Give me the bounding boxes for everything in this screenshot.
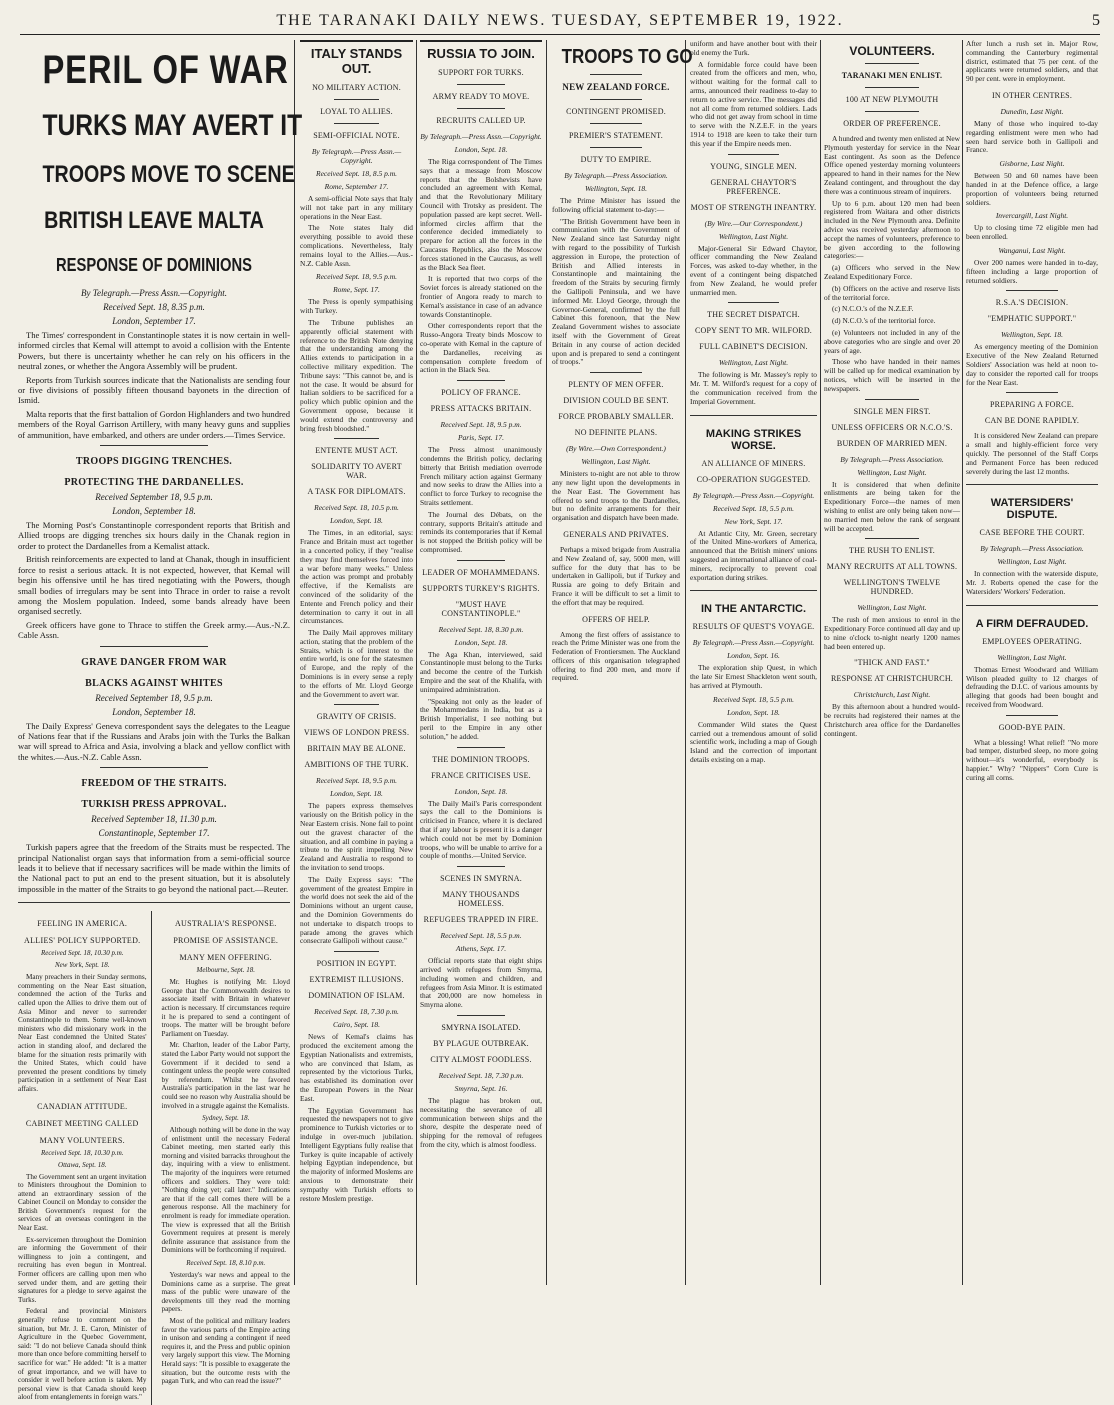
divider [590,372,641,373]
subhead: UNLESS OFFICERS OR N.C.O.'S. [831,422,953,432]
dateline: Wellington, Sept. 18. [1000,330,1063,340]
dateline: London, Sept. 18. [454,145,508,154]
subhead: MANY RECRUITS AT ALL TOWNS. [826,562,958,572]
paragraph: Those who have handed in their names will be called up for medical examination by notices, which will be inserted in the newspapers. [824,357,960,393]
subhead: SUPPORT FOR TURKS. [438,68,524,77]
subhead: AN ALLIANCE OF MINERS. [701,458,806,468]
subhead: PRESS ATTACKS BRITAIN. [430,404,532,414]
subhead: LEADER OF MOHAMMEDANS. [422,567,540,577]
subhead: PROMISE OF ASSISTANCE. [173,936,279,946]
byline: By Telegraph.—Press Assn.—Copyright. [420,132,542,141]
subhead: SOLIDARITY TO AVERT WAR. [311,462,402,481]
paragraph: The Times' correspondent in Constantinople states it is now certain in well-informed circles that Kemal will attempt to avoid a collision with the Entente Powers, but there is uncertainty whether he can rely on his officers in the neutral zones, or whether the Angora Assembly will be prudent. [18,330,290,372]
paragraph: Most of the political and military leaders favor the various parts of the Empire acting in unison and sending a contingent if need requires it, and the Press and public opinion very largely support this view. The Morning Herald says: "It is possible to exaggerate the situation, but the outcome rests with the pagan Turk, and who can read the issue?" [161,1316,290,1386]
dateline: Gisborne, Last Night. [999,159,1065,169]
divider [100,646,209,647]
paragraph: The Daily Express' Geneva correspondent says the delegates to the League of Nations fear that if the Russians and Arabs join with the Turks the Balkan war will spread to Africa and Asia, involving a black and yellow conflict with the whites.—Aus.-N.Z. Cable Assn. [18,720,290,762]
subhead: GENERALS AND PRIVATES. [563,529,669,539]
masthead-title: THE TARANAKI DAILY NEWS. TUESDAY, SEPTEMBER 19, 1922. [276,12,844,29]
paragraph: What a blessing! What relief! "No more bad temper, disturbed sleep, no more going without—it's wonderful, everybody is happier." Why? "Nippers" Corn Cure is curing all corns. [966,737,1098,782]
subhead: CABINET MEETING CALLED [25,1118,139,1128]
paragraph: At Atlantic City, Mr. Green, secretary of the United Mine-workers of America, announced that the British miners' unions suggested an international alliance of coal-miners, reciprocally to prevent coal exportation during strikes. [690,528,817,582]
subhead: TROOPS DIGGING TRENCHES. [75,456,233,468]
divider [457,380,506,381]
paragraph: (b) Officers on the active and reserve lists of the territorial force. [824,283,960,302]
dateline: Wellington, Sept. 18. [584,184,647,193]
paragraph: Thomas Ernest Woodward and William Wilson pleaded guilty to 12 charges of defrauding the D.I.C. of various amounts by alleging that goods had been bought and received from Woodward. [966,664,1098,709]
dateline: Wanganui, Last Night. [998,245,1066,255]
dateline: Constantinople, September 17. [98,828,210,839]
article-volunteers [824,40,960,1287]
subhead: WELLINGTON'S TWELVE HUNDRED. [843,578,941,597]
headline-watersiders-dispute: WATERSIDERS' DISPUTE. [990,497,1074,522]
received-line: Received Sept. 18, 9.5 p.m. [315,776,397,786]
paragraph: Ex-servicemen throughout the Dominion are informing the Government of their willingness to join a contingent, and recruiting has even begun in Montreal. Former officers are calling upon men who served under them, and are getting their signatures for a pledge to serve against the Turks. [18,1235,147,1304]
dateline: Cairo, Sept. 18. [332,1020,380,1030]
subhead: FULL CABINET'S DECISION. [699,342,808,352]
divider [865,111,919,112]
byline: By Telegraph.—Press Association. [564,171,668,180]
subhead: NEW ZEALAND FORCE. [562,82,670,92]
subhead: GRAVITY OF CRISIS. [316,712,397,722]
paragraph: uniform and have another bout with their old enemy the Turk. [690,39,817,57]
headline-response-of-dominions: RESPONSE OF DOMINIONS [55,255,253,275]
dateline: Dunedin, Last Night. [1000,106,1064,116]
paragraph: The following is Mr. Massey's reply to Mr. T. M. Wilford's request for a copy of the communication received from the Imperial Government. [690,370,817,406]
subhead: FRANCE CRITICISES USE. [431,770,531,780]
paragraph: Yesterday's war news and appeal to the Dominions came as a surprise. The great mass of the public were unaware of the developments till they read the morning papers. [161,1271,290,1314]
received-line: Received September 18, 9.5 p.m. [95,692,213,703]
subhead: CASE BEFORE THE COURT. [979,528,1085,538]
paragraph: Reports from Turkish sources indicate that the Nationalists are sending four or five divisions of possibly fifteen thousand bayonets in the direction of Ismid. [18,374,290,406]
dateline: Wellington, Last Night. [997,557,1067,567]
dateline: Ottawa, Sept. 18. [58,1160,107,1169]
paragraph: The Press almost unanimously condemns the British policy, declaring bitterly that British mediation overrode French military action against Germany and now seeks to draw the Allies into a conflict to force Turkey to recognise the Straits settlement. [420,445,542,507]
paragraph: (a) Officers who served in the New Zealand Expeditionary Force. [824,263,960,281]
column-rule [685,40,686,1285]
paragraph: The papers express themselves variously on the British policy in the Near Eastern crisis. None fail to point out the gravest character of the situation, and all combine in paying a tribute to the spirit impelling New Zealand and Australia to respond to the invitation to send troops. [300,801,413,873]
subhead: "THICK AND FAST." [854,658,930,668]
divider [334,704,379,705]
divider [334,123,379,124]
divider [590,147,641,148]
subhead: EMPLOYEES OPERATING. [982,636,1082,646]
subhead: THE RUSH TO ENLIST. [848,546,936,556]
column-rule [820,40,821,1285]
byline: By Telegraph.—Press Assn.—Copyright. [692,490,815,500]
divider [457,747,506,748]
divider [100,767,209,768]
headline-italy-stands-out: ITALY STANDS OUT. [300,40,413,76]
paragraph: "Speaking not only as the leader of the Mohammedans in India, but as a British Imperialist, I see nothing but peril to the Empire in any other solution," he added. [420,696,542,741]
paragraph: News of Kemal's claims has produced the excitement among the Egyptian Nationalists and extremists, who are convinced that Islam, as represented by the victorious Turks, has established its domination over the European Powers in the Near East. [300,1032,413,1103]
divider [590,123,641,124]
paragraph: The plague has broken out, necessitating the severance of all communication between ships and the shore, despite the desperate need of shipping for the removal of refugees from the city, which is almost foodless. [420,1096,542,1149]
column-rule [416,40,417,1285]
divider [865,63,919,64]
paragraph: Commander Wild states the Quest carried out a tremendous amount of solid scientific work, including a map of Gough Island and the correction of important details existing on a map. [690,719,817,764]
headline-volunteers: VOLUNTEERS. [849,44,935,58]
divider [334,951,379,952]
subhead: R.S.A.'S DECISION. [995,298,1069,308]
divider [1006,392,1059,393]
dateline: Christchurch, Last Night. [853,690,931,700]
paragraph: By this afternoon about a hundred would-be recruits had registered their names at the Christchurch area office for the Dardanelles contingent. [824,702,960,738]
paragraph: The Note states Italy did everything possible to avoid these complications. Nevertheless, Italy remains loyal to the Allies.—Aus.-N.Z. Cable Assn. [300,223,413,268]
received-line: Received Sept. 18, 7.30 p.m. [438,1071,524,1081]
subhead: TURKISH PRESS APPROVAL. [81,799,227,811]
paragraph: The Tribune publishes an apparently official statement with reference to the British Note denying that the understanding among the Allies extends to participation in a collective military expedition. The Tribune says: "This cannot be, and is not the case. It would be absurd for Italian soldiers to be sacrificed for a policy which public opinion and the Government oppose, because it would extend the controversy and bring fresh bloodshed." [300,317,413,433]
headline-a-firm-defrauded: A FIRM DEFRAUDED. [975,617,1089,630]
column-rule [962,40,963,1285]
received-line: Received Sept. 18, 10.5 p.m. [314,503,399,513]
subhead: DIVISION COULD BE SENT. [563,396,669,406]
divider [457,1015,506,1016]
subhead: FEELING IN AMERICA. [37,919,128,929]
subhead: COPY SENT TO MR. WILFORD. [694,326,813,336]
dateline: Athens, Sept. 17. [455,944,507,954]
paragraph: It is considered New Zealand can prepare a small and highly-efficient force very quickly. The personnel of the Staff Corps and Permanent Force has been reduced severely during the last 12 months. [966,431,1098,476]
headline-in-the-antarctic: IN THE ANTARCTIC. [700,603,807,616]
subhead: SEMI-OFFICIAL NOTE. [313,131,400,140]
received-line: Received Sept. 18, 5.5 p.m. [712,503,794,513]
dateline: Wellington, Last Night. [997,652,1067,662]
subhead: THE SECRET DISPATCH. [707,310,800,320]
dateline: London, September 18. [112,506,196,517]
headline-turks-may-avert-it: TURKS MAY AVERT IT [42,109,303,142]
paragraph: As emergency meeting of the Dominion Executive of the New Zealand Returned Soldiers' Association was held at noon to-day to consider the reported call for troops for the Near East. [966,342,1098,387]
divider [457,108,506,109]
divider [1006,715,1059,716]
divider [728,154,779,155]
subhead: YOUNG, SINGLE MEN. [710,161,797,171]
byline: (By Wire.—Our Correspondent.) [704,218,803,228]
subhead: OFFERS OF HELP. [582,614,650,624]
masthead [20,8,1100,35]
dateline: Wellington, Last Night. [718,358,789,368]
received-line: Received Sept. 18, 9.5 p.m. [315,272,397,282]
subhead: SMYRNA ISOLATED. [441,1023,521,1033]
article-russia-to-join [420,40,542,1287]
subhead: SCENES IN SMYRNA. [440,874,522,884]
paragraph: The Riga correspondent of The Times says that a message from Moscow reports that the Bolshevists have concluded an agreement with Kemal, and that the Revolutionary Military Council with Trotsky as president. The population passed are kept secret. Well-informed circles affirm that the conference decided immediately to prepare for action all the forces in the Caucasus Republics, also the Moscow forces stationed in the Caucasus, as well as the Black Sea fleet. [420,157,542,272]
divider [457,866,506,867]
subhead: DUTY TO EMPIRE. [580,155,652,164]
paragraph: Mr. Charlton, leader of the Labor Party, stated the Labor Party would not support the Government if it decided to send a contingent unless the people were consulted by referendum. Whilst he favored Australia's participation in the last war he could see no reason why Australia should be involved in a struggle against the Kemalists. [161,1041,290,1110]
divider [457,84,506,85]
subhead: PROTECTING THE DARDANELLES. [64,477,244,489]
paragraph: The Daily Mail's Paris correspondent says the call to the Dominions is criticised in France, where it is declared that if any labour is present it is a danger which could not be met by Dominion troops, who will be unable to arrive for a couple of months.—United Service. [420,798,542,861]
subhead: MOST OF STRENGTH INFANTRY. [690,202,817,212]
dateline: New York, Sept. 18. [54,961,110,970]
dateline: Melbourne, Sept. 18. [196,966,255,975]
paragraph: The Egyptian Government has requested the newspapers not to give prominence to Turkish victories or to indulge in over-much jubilation. Intelligent Egyptians fully realise that Turkey is quite incapable of actively helping Egyptian independence, but the majority of informed Moslems are anxious to demonstrate their sympathy with Turkish efforts to restore Moslem prestige. [300,1105,413,1203]
subhead: ALLIES' POLICY SUPPORTED. [24,936,141,946]
dateline: Wellington, Last Night. [857,467,927,477]
dateline: Rome, September 17. [324,182,389,191]
paragraph: Perhaps a mixed brigade from Australia and New Zealand of, say, 5000 men, will suffice for the duty that has to be undertaken in Gallipoli, but if Turkey and Russia are going to defy Britain and France it will be difficult to set a limit to the effort that may be required. [552,544,680,607]
byline: By Telegraph.—Press Assn.—Copyright. [692,638,815,648]
subhead: RESPONSE AT CHRISTCHURCH. [831,674,953,684]
subhead: MANY THOUSANDS HOMELESS. [442,890,520,909]
subhead: SINGLE MEN FIRST. [853,406,931,416]
subhead: NO MILITARY ACTION. [312,83,401,92]
article-continuation [690,40,817,1287]
subhead: DOMINATION OF ISLAM. [308,991,405,1001]
subhead: MANY MEN OFFERING. [179,953,272,963]
two-column-section [18,911,290,1405]
divider [18,902,290,903]
divider [590,74,641,75]
headline-troops-to-go: TROOPS TO GO [561,46,693,68]
subhead: POSITION IN EGYPT. [316,959,397,969]
subhead: A TASK FOR DIPLOMATS. [307,487,406,497]
byline: By Telegraph.—Press Association. [980,544,1084,554]
divider [865,87,919,88]
headline-troops-move: TROOPS MOVE TO SCENE [42,161,295,188]
dateline: London, Sept. 18. [454,637,508,647]
paragraph: Up to 6 p.m. about 120 men had been registered from Waitara and other districts included in the New Plymouth area. Definite advice was received yesterday afternoon to accept the names of volunteers, preference to be given according to the following categories:— [824,198,960,261]
paragraph: It is considered that when definite enlistments are being taken for the Expeditionary Force—the names of men wishing to enlist are only being taken now—no married men below the rank of sergeant will be accepted. [824,479,960,533]
divider [865,538,919,539]
paragraph: Greek officers have gone to Thrace to stiffen the Greek army.—Aus.-N.Z. Cable Assn. [18,619,290,641]
paragraph: British reinforcements are expected to land at Chanak, though in insufficient force to resist a serious attack. It is not expected, however, that Kemal will begin his offensive until he has tired negotiating with the Powers, though small bodies of irregulars may be sent into Thrace in order to raise a revolt among the Moslem population. Indeed, some bands already have been organised secretly. [18,554,290,617]
dateline: Smyrna, Sept. 16. [454,1084,508,1094]
divider [334,99,379,100]
subhead: AUSTRALIA'S RESPONSE. [174,919,277,929]
subhead: VIEWS OF LONDON PRESS. [303,728,410,738]
subhead: EXTREMIST ILLUSIONS. [309,975,404,985]
paragraph: Malta reports that the first battalion of Gordon Highlanders and two hundred members of the Royal Garrison Artillery, with many heavy guns and supplies of ammunition, have embarked, and others are under orders.—Times Service. [18,408,290,440]
received-line: Received Sept. 18, 8.30 p.m. [438,624,524,634]
paragraph: Between 50 and 60 names have been handed in at the Defence office, a large proportion of volunteers being returned soldiers. [966,171,1098,207]
paragraph: (e) Volunteers not included in any of the above categories who are single and over 20 years of age. [824,327,960,355]
paragraph: The Daily Mail approves military action, stating that the problem of the Straits, which is of interest to the entire world, is one for the statesmen of Europe, and the reply of the Dominions is in every sense a reply to the efforts of Mr. Lloyd George and the Government to avert war. [300,628,413,699]
subhead: PREMIER'S STATEMENT. [569,131,663,140]
divider [966,605,1098,606]
paragraph: Major-General Sir Edward Chaytor, officer commanding the New Zealand Forces, was asked to-day whether, in the event of a contingent being dispatched from New Zealand, he would prefer unmarried men. [690,243,817,297]
subhead: THE DOMINION TROOPS. [432,754,530,764]
paragraph: The Aga Khan, interviewed, said Constantinople must belong to the Turks and become the centre of the Turkish Empire and the seat of the Khalifa, with unimpaired administration. [420,649,542,694]
paragraph: Although nothing will be done in the way of enlistment until the necessary Federal Cabinet meeting, men started early this morning and visited barracks throughout the day, inquiring with a view to enlistment. The majority of the inquirers were returned officers and soldiers. They were told: "Nothing doing yet; call later." Indications are that if the call comes there will be a generous response. All the machinery for enrolment is ready for immediate operation. The view is expressed that all the British Government requires at present is merely definite assurance that assistance from the Dominions will be forthcoming if required. [161,1126,290,1255]
subhead: PREPARING A FORCE. [990,400,1074,410]
subhead: RESULTS OF QUEST'S VOYAGE. [692,622,815,632]
paragraph: Ministers to-night are not able to throw any new light upon the developments in the Near East. The Government has offered to send troops to the Dardanelles, but no definite arrangements for their organisation and dispatch have been made. [552,469,680,523]
divider [457,560,506,561]
dateline: Wellington, Last Night. [718,231,789,241]
paragraph: In connection with the waterside dispute, Mr. J. Roberts opened the case for the Watersiders' Workers' Federation. [966,569,1098,596]
subhead: GOOD-BYE PAIN. [998,722,1066,732]
received-line: Received Sept. 18, 8.10 p.m. [186,1259,266,1267]
subhead: TARANAKI MEN ENLIST. [841,71,943,80]
paragraph: Among the first offers of assistance to reach the Prime Minister was one from the Federation of Frontiersmen. The Auckland officers of this organisation telegraphed offering to find 200 men, and more if required. [552,629,680,683]
subhead: CANADIAN ATTITUDE. [37,1101,128,1111]
paragraph: Up to closing time 72 eligible men had been enrolled. [966,223,1098,242]
subhead: CO-OPERATION SUGGESTED. [696,474,811,484]
divider [690,415,817,416]
subhead: CAN BE DONE RAPIDLY. [984,416,1080,426]
subhead: FORCE PROBABLY SMALLER. [558,412,674,422]
subhead: NO DEFINITE PLANS. [574,428,658,438]
paragraph: Other correspondents report that the Russo-Angora Treaty binds Moscow to co-operate with Kemal in the capture of the Dardanelles, receiving as compensation complete freedom of action in the Black Sea. [420,321,542,375]
paragraph: Mr. Hughes is notifying Mr. Lloyd George that the Commonwealth desires to associate itself with Britain in whatever action is necessary. If circumstances require it he is prepared to send a contingent of troops. The matter will be brought before Parliament on Tuesday. [161,978,290,1038]
dateline: Wellington, Last Night. [857,603,927,613]
article-australias-response [162,911,291,1405]
paragraph: Many preachers in their Sunday sermons, commenting on the Near East situation, condemned the action of the Turks and called upon the Allies to drive them out of Asia Minor and never to surrender Constantinople to them. Some well-known ministers who did missionary work in the Near East condemned the United States' action in standing aloof, and declared the blame for the situation rests primarily with the United States, which could have prevented the present conditions by timely participation in a settlement of Near East affairs. [18,973,147,1093]
paragraph: Official reports state that eight ships arrived with refugees from Smyrna, including women and children, and refugees from Asia Minor. It is estimated that 200,000 are now homeless in Smyrna alone. [420,956,542,1010]
paragraph: After lunch a rush set in. Major Row, commanding the Canterbury regimental district, estimated that 75 per cent. of the applicants were returned soldiers, and that 90 per cent. were in employment. [966,39,1098,84]
paragraph: A semi-official Note says that Italy will not take part in any military operations in the Near East. [300,194,413,221]
divider [690,590,817,591]
subhead: GRAVE DANGER FROM WAR [81,656,227,668]
received-line: Received Sept. 18, 10.30 p.m. [40,1148,124,1157]
paragraph: Over 200 names were handed in to-day, fifteen including a large proportion of returned soldiers. [966,257,1098,285]
paragraph: The Press is openly sympathising with Turkey. [300,297,413,316]
dateline: New York, Sept. 17. [724,516,783,526]
subhead: MANY VOLUNTEERS. [39,1135,125,1145]
column-rule [294,40,295,1285]
dateline: Wellington, Last Night. [581,457,651,467]
subhead: "MUST HAVE CONSTANTINOPLE." [441,599,521,618]
subhead: GENERAL CHAYTOR'S PREFERENCE. [710,177,797,196]
dateline: Sydney, Sept. 18. [202,1114,250,1123]
paragraph: The exploration ship Quest, in which the late Sir Ernest Shackleton went south, has arrived at Plymouth. [690,663,817,690]
received-line: Received September 18, 11.30 p.m. [91,814,217,825]
article-peril-of-war [18,40,303,1402]
subhead: LOYAL TO ALLIES. [320,107,393,116]
paragraph: "The British Government have been in communication with the Government of New Zealand since last Saturday night with regard to the possibility of Turkish aggression in Europe, the protection of British and Allied interests in Constantinople and maintaining the freedom of the Straits by securing firmly the Gallipoli Peninsula, and we have informed Mr. Lloyd George, through the Governor-General, confirmed by the full Cabinet this forenoon, that the New Zealand Government wishes to associate itself with the Government of Great Britain in any course of action decided upon and is prepared to send a contingent of troops." [552,216,680,367]
subhead: POLICY OF FRANCE. [441,388,521,398]
dateline: Rome, Sept. 17. [333,285,380,295]
paragraph: Federal and provincial Ministers generally refuse to comment on the situation, but Mr. J. E. Caron, Minister of Agriculture in the Quebec Government, said: "I do not believe Canada should think more than once before committing herself to sacrifice for war." He added: "It is a matter of great importance, and we will have to consider it well before action is taken. My personal view is that Canada should keep aloof from entanglements in foreign wars." [18,1307,147,1402]
paragraph: The Prime Minister has issued the following official statement to-day:— [552,196,680,214]
byline: By Telegraph.—Press Assn.—Copyright. [81,288,227,298]
dateline: London, Sept. 16. [727,651,780,661]
divider [966,484,1098,485]
headline-peril-of-war: PERIL OF WAR [42,48,289,92]
paragraph: A formidable force could have been created from the officers and men, who, without waiting for the formal call to arms, announced their readiness to-day to return to active service. The messages did not all come from returned soldiers. Lads who did not get away from school in time to serve with the N.Z.E.F. in the years 1914 to 1918 are keen to take their turn this year if the Empire needs men. [690,59,817,148]
dateline: London, Sept. 18. [454,786,508,796]
dateline: London, Sept. 18. [330,789,383,799]
subhead: BY PLAGUE OUTBREAK. [433,1039,529,1049]
paragraph: (d) N.C.O.'s of the territorial force. [832,316,936,326]
dateline: Invercargill, Last Night. [995,211,1069,221]
divider [865,399,919,400]
paragraph: The Morning Post's Constantinople correspondent reports that British and Allied troops are digging trenches six hours daily in the Chanak region in order to protect the Dardanelles from a Kemalist attack. [18,520,290,551]
subhead: CONTINGENT PROMISED. [566,107,666,116]
divider [1006,290,1059,291]
received-line: Received September 18, 9.5 p.m. [95,492,213,503]
divider [100,445,209,446]
paragraph: The rush of men anxious to enrol in the Expeditionary Force continued all day and up to nine o'clock to-night nearly 1200 names had been entered up. [824,615,960,651]
paragraph: The Daily Express says: "The government of the greatest Empire in the world does not seek the aid of the Dominions without an urgent cause, and the Dominion Governments do not undertake to dispatch troops to parade among the graves which consecrate Gallipoli without cause." [300,874,413,946]
subhead: PLENTY OF MEN OFFER. [568,380,664,390]
divider [334,438,379,439]
article-continuation-right [966,40,1098,1287]
subhead: ORDER OF PREFERENCE. [843,119,941,128]
dateline: Paris, Sept. 17. [457,433,505,443]
headline-russia-to-join: RUSSIA TO JOIN. [420,40,542,61]
divider [590,99,641,100]
byline: By Telegraph.—Press Assn.—Copyright. [311,147,402,165]
subhead: BRITAIN MAY BE ALONE. [307,744,406,754]
dateline: London, September 18. [112,706,196,717]
paragraph: Turkish papers agree that the freedom of the Straits must be respected. The principal Nationalist organ says that information from a semi-official source leads it to believe that if necessary sacrifices will be made within the limits of the National pact to put an end to the present situation, but it is absolutely impossible in the matter of the Straits to go beyond the national pact.—Reuter. [18,842,290,894]
received-line: Received Sept. 18, 9.5 p.m. [440,420,522,430]
subhead: RECRUITS CALLED UP. [436,116,526,125]
article-troops-to-go [552,40,693,1287]
article-feeling-in-america [18,911,152,1405]
subhead: BLACKS AGAINST WHITES [85,677,223,689]
subhead: FREEDOM OF THE STRAITS. [81,778,227,790]
subhead: BURDEN OF MARRIED MEN. [836,438,948,448]
headline-making-strikes-worse: MAKING STRIKES WORSE. [705,427,802,452]
dateline: London, Sept. 18. [330,516,383,526]
received-line: Received Sept. 18, 7.30 p.m. [314,1007,399,1017]
paragraph: Many of those who inquired to-day regarding enlistment were men who had seen hard service both in Gallipoli and France. [966,118,1098,155]
received-line: Received Sept. 18, 10.30 p.m. [40,949,124,958]
article-italy-stands-out [300,40,413,1287]
subhead: ARMY READY TO MOVE. [432,92,530,101]
paragraph: It is reported that two corps of the Soviet forces is already stationed on the frontier of Angora ready to march to Kemal's assistance in case of an advance towards Constantinople. [420,274,542,319]
subhead: 100 AT NEW PLYMOUTH [845,95,939,104]
received-line: Received Sept. 18, 5.5 p.m. [712,694,794,704]
divider [728,302,779,303]
dateline: London, Sept. 18. [727,707,780,717]
column-rule [546,40,547,1285]
subhead: IN OTHER CENTRES. [991,90,1073,100]
subhead: AMBITIONS OF THE TURK. [304,760,409,770]
byline: By Telegraph.—Press Association. [840,454,944,464]
page-number: 5 [1092,12,1100,29]
paragraph: The Times, in an editorial, says: France and Britain must act together in a concerted policy, if they "realise they may find themselves forced into a war before many weeks." Unless the action was prompt and probably effective, if the Kemalists are convinced of the solidarity of the Entente and French policy and their determination to carry it out in all circumstances. [300,528,413,626]
headline-british-leave-malta: BRITISH LEAVE MALTA [44,207,264,234]
subhead: REFUGEES TRAPPED IN FIRE. [423,915,539,925]
received-line: Received Sept. 18, 5.5 p.m. [440,931,522,941]
subhead: SUPPORTS TURKEY'S RIGHTS. [422,583,540,593]
received-line: Received Sept. 18, 8.5 p.m. [315,169,397,178]
paragraph: The Journal des Débats, on the contrary, supports Britain's attitude and reminds its contemporaries that if Kemal is not stopped the British policy will be compromised. [420,509,542,554]
byline: (By Wire.—Own Correspondent.) [566,444,666,454]
paragraph: The Government sent an urgent invitation to Ministers throughout the Dominion to attend an extraordinary session of the Cabinet Council on Monday to consider the British Government's request for the services of an overseas contingent in the Near East. [18,1172,147,1233]
subhead: "EMPHATIC SUPPORT." [987,314,1077,324]
paragraph: A hundred and twenty men enlisted at New Plymouth yesterday for service in the Near East contingent. As soon as the Defence Office opened yesterday morning volunteers appeared to hand in their names for the New Zealand contingent, and throughout the day there was a continuous stream of inquirers. [824,134,960,196]
paragraph: (c) N.C.O.'s of the N.Z.E.F. [832,304,914,314]
subhead: CITY ALMOST FOODLESS. [430,1055,532,1065]
dateline: London, September 17. [112,316,196,326]
received-line: Received Sept. 18, 8.35 p.m. [103,302,205,312]
subhead: ENTENTE MUST ACT. [315,446,398,456]
